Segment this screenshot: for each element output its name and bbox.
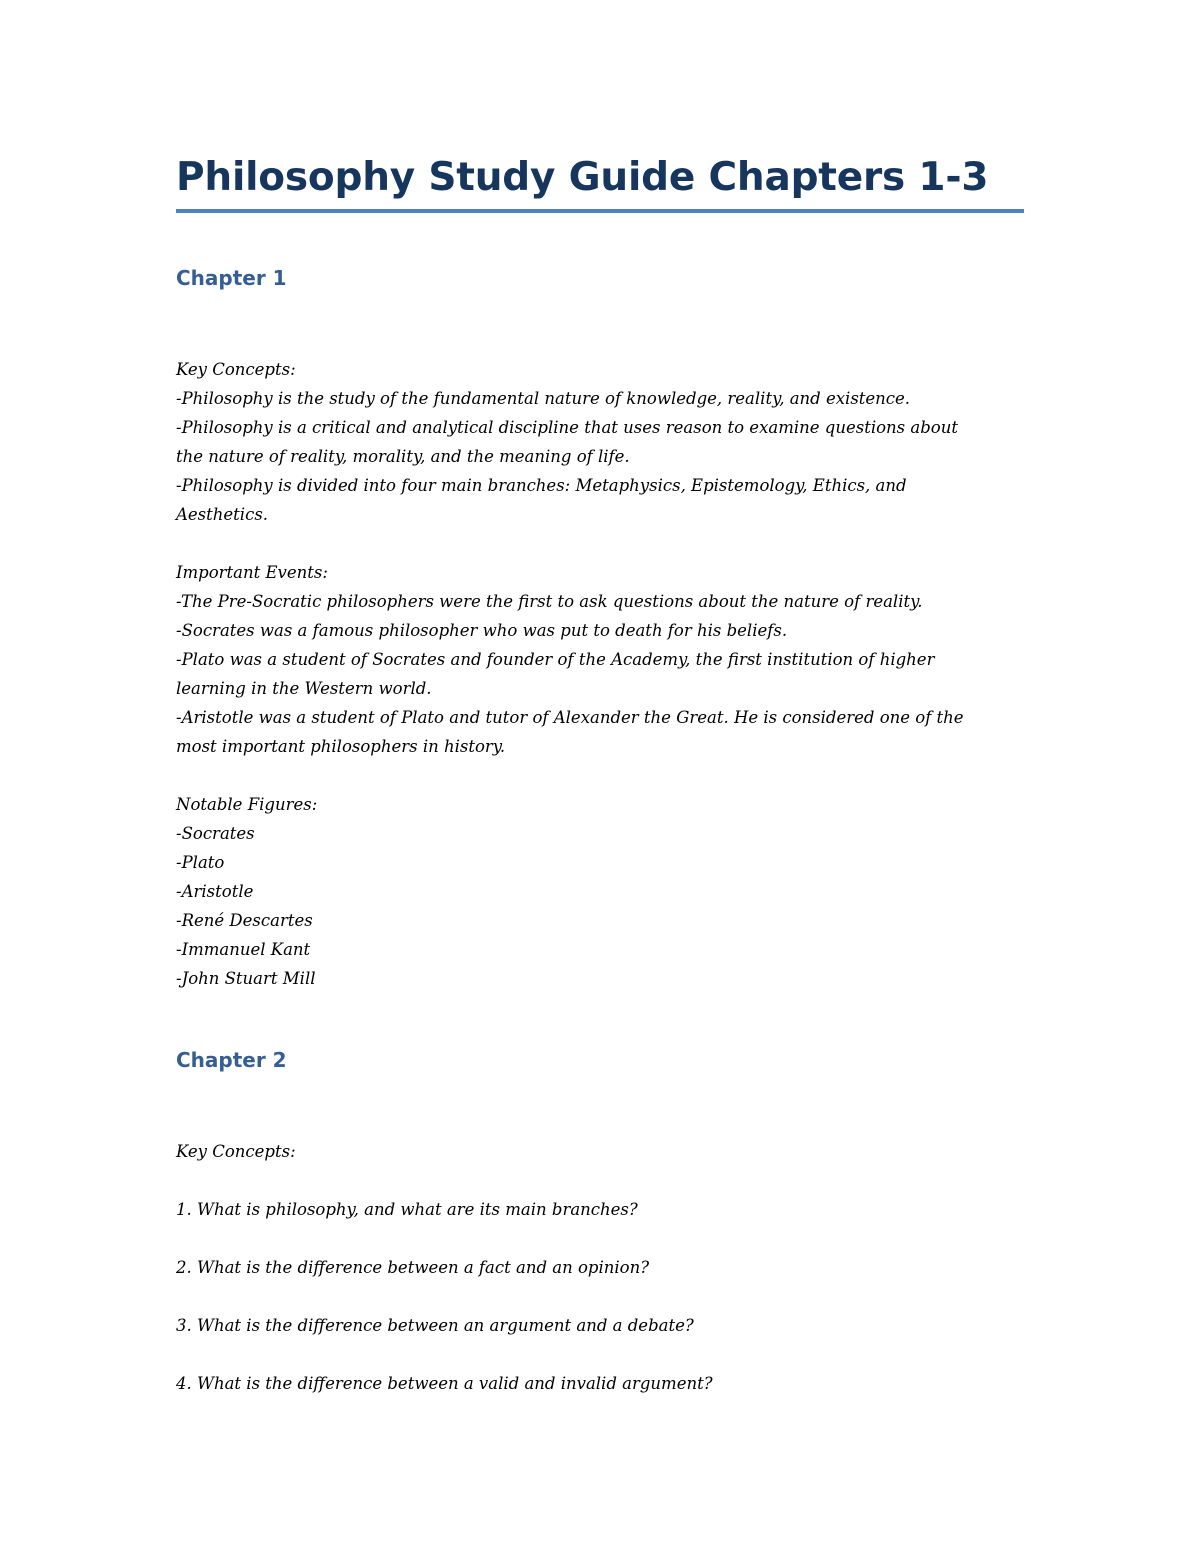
figure-list-item: -John Stuart Mill bbox=[176, 969, 316, 988]
chapter-2-key-concepts-label: Key Concepts: bbox=[176, 1142, 296, 1161]
event-line: -Socrates was a famous philosopher who was put to death for his beliefs. bbox=[176, 621, 788, 640]
event-line: -Aristotle was a student of Plato and tutor of Alexander the Great. He is considered one of the bbox=[176, 708, 964, 727]
chapter-1-key-concepts-label: Key Concepts: bbox=[176, 360, 296, 379]
question-item: 4. What is the difference between a valid and invalid argument? bbox=[176, 1374, 713, 1393]
key-concept-line: the nature of reality, morality, and the meaning of life. bbox=[176, 447, 630, 466]
notable-figures-label: Notable Figures: bbox=[176, 795, 318, 814]
event-line: learning in the Western world. bbox=[176, 679, 432, 698]
event-line: -Plato was a student of Socrates and founder of the Academy, the first institution of higher bbox=[176, 650, 935, 669]
figure-list-item: -Plato bbox=[176, 853, 225, 872]
key-concept-line: -Philosophy is a critical and analytical discipline that uses reason to examine questions about bbox=[176, 418, 958, 437]
chapter-2-section bbox=[176, 1045, 1026, 1398]
document-title: Philosophy Study Guide Chapters 1-3 bbox=[176, 155, 989, 200]
important-events-label: Important Events: bbox=[176, 563, 328, 582]
key-concept-line: Aesthetics. bbox=[176, 505, 269, 524]
key-concept-line: -Philosophy is divided into four main branches: Metaphysics, Epistemology, Ethics, and bbox=[176, 476, 907, 495]
figure-list-item: -Immanuel Kant bbox=[176, 940, 311, 959]
key-concept-line: -Philosophy is the study of the fundamental nature of knowledge, reality, and existence. bbox=[176, 389, 911, 408]
question-item: 2. What is the difference between a fact and an opinion? bbox=[176, 1258, 650, 1277]
chapter-2-heading: Chapter 2 bbox=[176, 1048, 287, 1072]
question-item: 3. What is the difference between an argument and a debate? bbox=[176, 1316, 694, 1335]
chapter-1-heading: Chapter 1 bbox=[176, 266, 287, 290]
event-line: most important philosophers in history. bbox=[176, 737, 506, 756]
chapter-1-section bbox=[176, 263, 1026, 993]
question-item: 1. What is philosophy, and what are its main branches? bbox=[176, 1200, 638, 1219]
document-content bbox=[176, 150, 1026, 1398]
figure-list-item: -Aristotle bbox=[176, 882, 254, 901]
figure-list-item: -René Descartes bbox=[176, 911, 313, 930]
figure-list-item: -Socrates bbox=[176, 824, 255, 843]
event-line: -The Pre-Socratic philosophers were the first to ask questions about the nature of reality. bbox=[176, 592, 923, 611]
